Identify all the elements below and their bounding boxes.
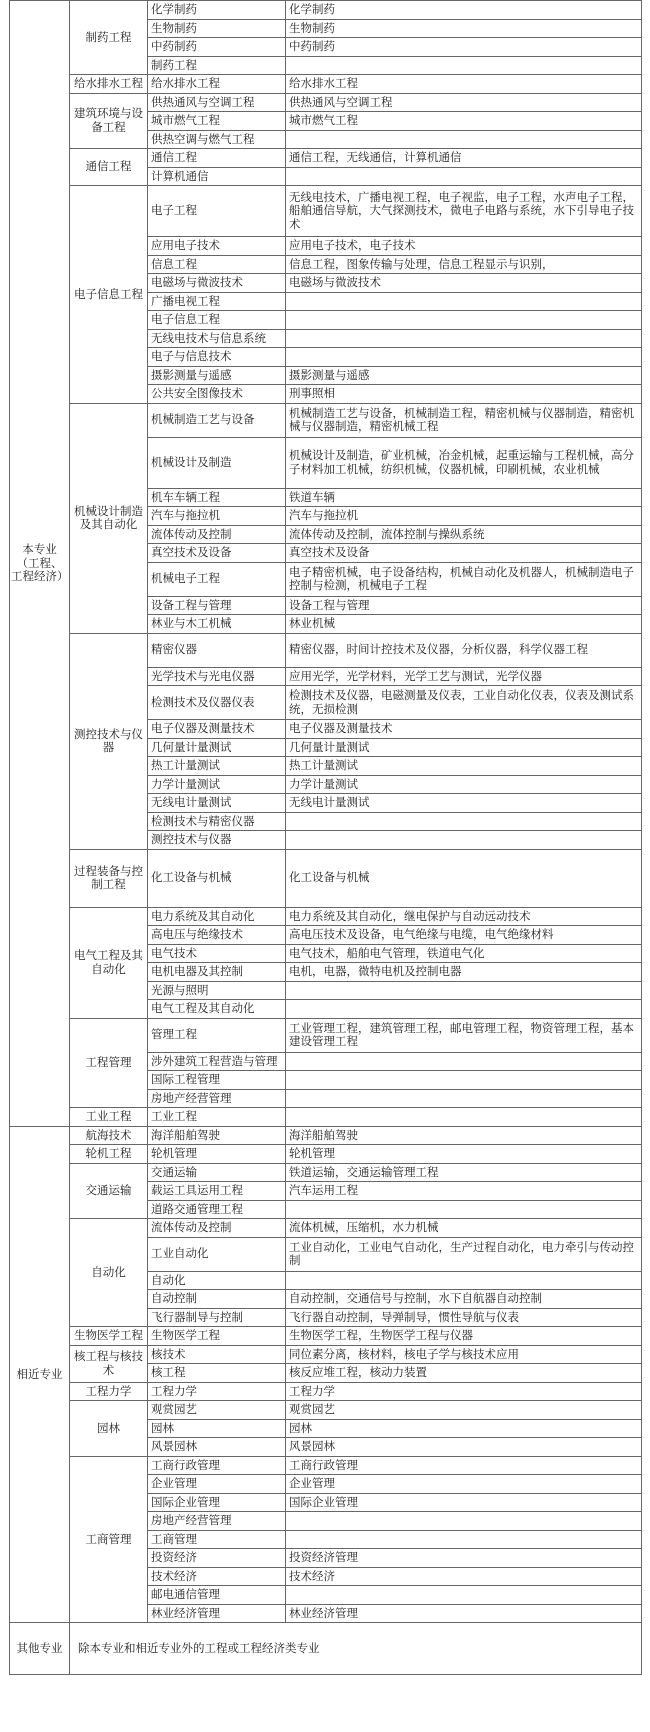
sub-major-cell: 流体传动及控制 [148,1219,286,1238]
table-row [10,403,642,437]
sub-major-cell: 制药工程 [148,56,286,75]
legacy-major-cell: 热工计量测试 [286,757,642,776]
table-row [10,1382,642,1401]
sub-major-cell: 摄影测量与遥感 [148,366,286,385]
sub-major-cell: 工商管理 [148,1530,286,1549]
legacy-major-cell: 刑事照相 [286,385,642,404]
sub-major-cell: 无线电计量测试 [148,794,286,813]
legacy-major-cell [286,130,642,149]
major-cell: 工业工程 [70,1108,148,1127]
legacy-major-cell: 高电压技术及设备，电气绝缘与电缆，电气绝缘材料 [286,926,642,945]
sub-major-cell: 邮电通信管理 [148,1586,286,1605]
table-row [10,149,642,168]
major-cell: 建筑环境与设备工程 [70,93,148,149]
legacy-major-cell: 中药制药 [286,38,642,57]
table-row [10,1145,642,1164]
major-cell: 电气工程及其自动化 [70,907,148,1018]
sub-major-cell: 电力系统及其自动化 [148,907,286,926]
legacy-major-cell [286,1089,642,1108]
sub-major-cell: 广播电视工程 [148,292,286,311]
sub-major-cell: 核技术 [148,1345,286,1364]
legacy-major-cell [286,329,642,348]
sub-major-cell: 真空技术及设备 [148,544,286,563]
legacy-major-cell: 机械制造工艺与设备，机械制造工程，精密机械与仪器制造，精密机械与仪器制造，精密机械工程 [286,403,642,437]
sub-major-cell: 检测技术与精密仪器 [148,812,286,831]
sub-major-cell: 工程力学 [148,1382,286,1401]
legacy-major-cell: 生物制药 [286,19,642,38]
sub-major-cell: 海洋船舶驾驶 [148,1126,286,1145]
legacy-major-cell [286,1071,642,1090]
sub-major-cell: 电磁场与微波技术 [148,274,286,293]
sub-major-cell: 城市燃气工程 [148,112,286,131]
sub-major-cell: 给水排水工程 [148,75,286,94]
sub-major-cell: 设备工程与管理 [148,596,286,615]
legacy-major-cell [286,1052,642,1071]
legacy-major-cell [286,167,642,186]
table-row [10,1018,642,1052]
other-note: 除本专业和相近专业外的工程或工程经济类专业 [70,1623,642,1675]
table-row [10,1401,642,1420]
table-row [10,1108,642,1127]
sub-major-cell: 管理工程 [148,1018,286,1052]
sub-major-cell: 轮机管理 [148,1145,286,1164]
legacy-major-cell [286,56,642,75]
legacy-major-cell: 工业自动化，工业电气自动化，生产过程自动化，电力牵引与传动控制 [286,1237,642,1271]
sub-major-cell: 应用电子技术 [148,237,286,256]
legacy-major-cell: 自动控制，交通信号与控制，水下自航器自动控制 [286,1290,642,1309]
legacy-major-cell: 风景园林 [286,1438,642,1457]
legacy-major-cell: 电机，电器，微特电机及控制电器 [286,963,642,982]
sub-major-cell: 飞行器制导与控制 [148,1308,286,1327]
sub-major-cell: 光学技术与光电仪器 [148,667,286,686]
table-row [10,633,642,667]
legacy-major-cell: 电子仪器及测量技术 [286,720,642,739]
sub-major-cell: 观赏园艺 [148,1401,286,1420]
sub-major-cell: 自动化 [148,1271,286,1290]
legacy-major-cell: 林业机械 [286,615,642,634]
sub-major-cell: 工业自动化 [148,1237,286,1271]
major-cell: 机械设计制造及其自动化 [70,403,148,633]
major-cell: 通信工程 [70,149,148,186]
major-cell: 工程管理 [70,1018,148,1108]
legacy-major-cell [286,292,642,311]
table-row [10,93,642,112]
sub-major-cell: 机械设计及制造 [148,437,286,488]
table-row [10,1219,642,1238]
sub-major-cell: 房地产经营管理 [148,1512,286,1531]
legacy-major-cell: 轮机管理 [286,1145,642,1164]
category-cell: 本专业（工程、工程经济） [10,1,70,1127]
table-row [10,1327,642,1346]
major-cell: 测控技术与仪器 [70,633,148,849]
sub-major-cell: 电子信息工程 [148,311,286,330]
legacy-major-cell: 检测技术及仪器，电磁测量及仪表，工业自动化仪表，仪表及测试系统，无损检测 [286,686,642,720]
table-row [10,1456,642,1475]
legacy-major-cell: 信息工程，图象传输与处理，信息工程显示与识别， [286,255,642,274]
sub-major-cell: 检测技术及仪器仪表 [148,686,286,720]
legacy-major-cell [286,1200,642,1219]
legacy-major-cell: 化学制药 [286,1,642,20]
legacy-major-cell [286,812,642,831]
legacy-major-cell: 投资经济管理 [286,1549,642,1568]
legacy-major-cell: 供热通风与空调工程 [286,93,642,112]
legacy-major-cell: 化工设备与机械 [286,849,642,907]
sub-major-cell: 电机电器及其控制 [148,963,286,982]
sub-major-cell: 技术经济 [148,1567,286,1586]
major-cell: 电子信息工程 [70,186,148,404]
legacy-major-cell [286,1530,642,1549]
legacy-major-cell [286,1000,642,1019]
legacy-major-cell: 无线电计量测试 [286,794,642,813]
legacy-major-cell: 技术经济 [286,1567,642,1586]
sub-major-cell: 林业经济管理 [148,1604,286,1623]
legacy-major-cell: 通信工程，无线通信，计算机通信 [286,149,642,168]
legacy-major-cell [286,1512,642,1531]
major-cell: 过程装备与控制工程 [70,849,148,907]
sub-major-cell: 汽车与拖拉机 [148,507,286,526]
sub-major-cell: 供热通风与空调工程 [148,93,286,112]
major-cell: 生物医学工程 [70,1327,148,1346]
legacy-major-cell [286,311,642,330]
legacy-major-cell: 城市燃气工程 [286,112,642,131]
sub-major-cell: 电子与信息技术 [148,348,286,367]
sub-major-cell: 工业工程 [148,1108,286,1127]
legacy-major-cell: 海洋船舶驾驶 [286,1126,642,1145]
sub-major-cell: 道路交通管理工程 [148,1200,286,1219]
legacy-major-cell: 园林 [286,1419,642,1438]
legacy-major-cell [286,1108,642,1127]
table-row [10,1,642,20]
legacy-major-cell: 力学计量测试 [286,775,642,794]
sub-major-cell: 风景园林 [148,1438,286,1457]
sub-major-cell: 电子工程 [148,186,286,237]
sub-major-cell: 园林 [148,1419,286,1438]
sub-major-cell: 精密仪器 [148,633,286,667]
sub-major-cell: 供热空调与燃气工程 [148,130,286,149]
legacy-major-cell: 同位素分离，核材料，核电子学与核技术应用 [286,1345,642,1364]
legacy-major-cell: 飞行器自动控制，导弹制导，惯性导航与仪表 [286,1308,642,1327]
sub-major-cell: 热工计量测试 [148,757,286,776]
legacy-major-cell: 电磁场与微波技术 [286,274,642,293]
sub-major-cell: 光源与照明 [148,981,286,1000]
legacy-major-cell [286,348,642,367]
major-cell: 制药工程 [70,1,148,75]
sub-major-cell: 机械电子工程 [148,562,286,596]
table-row [10,1126,642,1145]
legacy-major-cell: 给水排水工程 [286,75,642,94]
legacy-major-cell: 流体传动及控制，流体控制与操纵系统 [286,525,642,544]
legacy-major-cell [286,1586,642,1605]
category-cell: 其他专业 [10,1623,70,1675]
sub-major-cell: 信息工程 [148,255,286,274]
sub-major-cell: 交通运输 [148,1163,286,1182]
table-body [10,1,642,1675]
sub-major-cell: 计算机通信 [148,167,286,186]
sub-major-cell: 公共安全图像技术 [148,385,286,404]
sub-major-cell: 测控技术与仪器 [148,831,286,850]
legacy-major-cell [286,1271,642,1290]
table-row [10,907,642,926]
sub-major-cell: 力学计量测试 [148,775,286,794]
major-cell: 航海技术 [70,1126,148,1145]
legacy-major-cell: 电力系统及其自动化，继电保护与自动远动技术 [286,907,642,926]
legacy-major-cell: 汽车与拖拉机 [286,507,642,526]
sub-major-cell: 几何量计量测试 [148,738,286,757]
sub-major-cell: 房地产经营管理 [148,1089,286,1108]
sub-major-cell: 中药制药 [148,38,286,57]
sub-major-cell: 电气工程及其自动化 [148,1000,286,1019]
legacy-major-cell: 应用光学，光学材料，光学工艺与测试，光学仪器 [286,667,642,686]
sub-major-cell: 化工设备与机械 [148,849,286,907]
legacy-major-cell: 生物医学工程，生物医学工程与仪器 [286,1327,642,1346]
sub-major-cell: 载运工具运用工程 [148,1182,286,1201]
sub-major-cell: 涉外建筑工程营造与管理 [148,1052,286,1071]
major-cell: 给水排水工程 [70,75,148,94]
major-cell: 工商管理 [70,1456,148,1623]
legacy-major-cell: 铁道车辆 [286,488,642,507]
major-cell: 轮机工程 [70,1145,148,1164]
legacy-major-cell: 企业管理 [286,1475,642,1494]
legacy-major-cell: 无线电技术，广播电视工程，电子视监，电子工程，水声电子工程，船舶通信导航，大气探测技术，微电子电路与系统，水下引导电子技术 [286,186,642,237]
legacy-major-cell: 电子精密机械，电子设备结构，机械自动化及机器人，机械制造电子控制与检测，机械电子工程 [286,562,642,596]
legacy-major-cell: 几何量计量测试 [286,738,642,757]
legacy-major-cell: 铁道运输，交通运输管理工程 [286,1163,642,1182]
legacy-major-cell: 流体机械，压缩机，水力机械 [286,1219,642,1238]
major-cell: 交通运输 [70,1163,148,1219]
legacy-major-cell [286,831,642,850]
sub-major-cell: 工商行政管理 [148,1456,286,1475]
table-row [10,1163,642,1182]
sub-major-cell: 无线电技术与信息系统 [148,329,286,348]
other-row [10,1623,642,1675]
legacy-major-cell: 国际企业管理 [286,1493,642,1512]
legacy-major-cell: 汽车运用工程 [286,1182,642,1201]
legacy-major-cell: 摄影测量与遥感 [286,366,642,385]
legacy-major-cell: 精密仪器，时间计控技术及仪器，分析仪器，科学仪器工程 [286,633,642,667]
legacy-major-cell: 工业管理工程，建筑管理工程，邮电管理工程，物资管理工程，基本建设管理工程 [286,1018,642,1052]
legacy-major-cell [286,981,642,1000]
sub-major-cell: 国际企业管理 [148,1493,286,1512]
table-row [10,849,642,907]
major-cell: 自动化 [70,1219,148,1327]
table-row [10,186,642,237]
sub-major-cell: 企业管理 [148,1475,286,1494]
legacy-major-cell: 林业经济管理 [286,1604,642,1623]
legacy-major-cell: 电气技术，船舶电气管理，铁道电气化 [286,944,642,963]
legacy-major-cell: 设备工程与管理 [286,596,642,615]
major-cell: 工程力学 [70,1382,148,1401]
sub-major-cell: 自动控制 [148,1290,286,1309]
major-cell: 核工程与核技术 [70,1345,148,1382]
sub-major-cell: 投资经济 [148,1549,286,1568]
legacy-major-cell: 工程力学 [286,1382,642,1401]
table-row [10,1345,642,1364]
sub-major-cell: 流体传动及控制 [148,525,286,544]
sub-major-cell: 通信工程 [148,149,286,168]
sub-major-cell: 高电压与绝缘技术 [148,926,286,945]
sub-major-cell: 机械制造工艺与设备 [148,403,286,437]
sub-major-cell: 生物医学工程 [148,1327,286,1346]
legacy-major-cell: 观赏园艺 [286,1401,642,1420]
major-table [9,0,642,1675]
legacy-major-cell: 应用电子技术，电子技术 [286,237,642,256]
sub-major-cell: 机车车辆工程 [148,488,286,507]
sub-major-cell: 林业与木工机械 [148,615,286,634]
sub-major-cell: 电气技术 [148,944,286,963]
sub-major-cell: 核工程 [148,1364,286,1383]
sub-major-cell: 化学制药 [148,1,286,20]
sub-major-cell: 电子仪器及测量技术 [148,720,286,739]
category-cell: 相近专业 [10,1126,70,1623]
major-cell: 园林 [70,1401,148,1457]
legacy-major-cell: 真空技术及设备 [286,544,642,563]
sub-major-cell: 国际工程管理 [148,1071,286,1090]
sub-major-cell: 生物制药 [148,19,286,38]
legacy-major-cell: 核反应堆工程，核动力装置 [286,1364,642,1383]
table-row [10,75,642,94]
legacy-major-cell: 机械设计及制造，矿业机械，冶金机械，起重运输与工程机械，高分子材料加工机械，纺织机械，仪器机械，印刷机械，农业机械 [286,437,642,488]
legacy-major-cell: 工商行政管理 [286,1456,642,1475]
